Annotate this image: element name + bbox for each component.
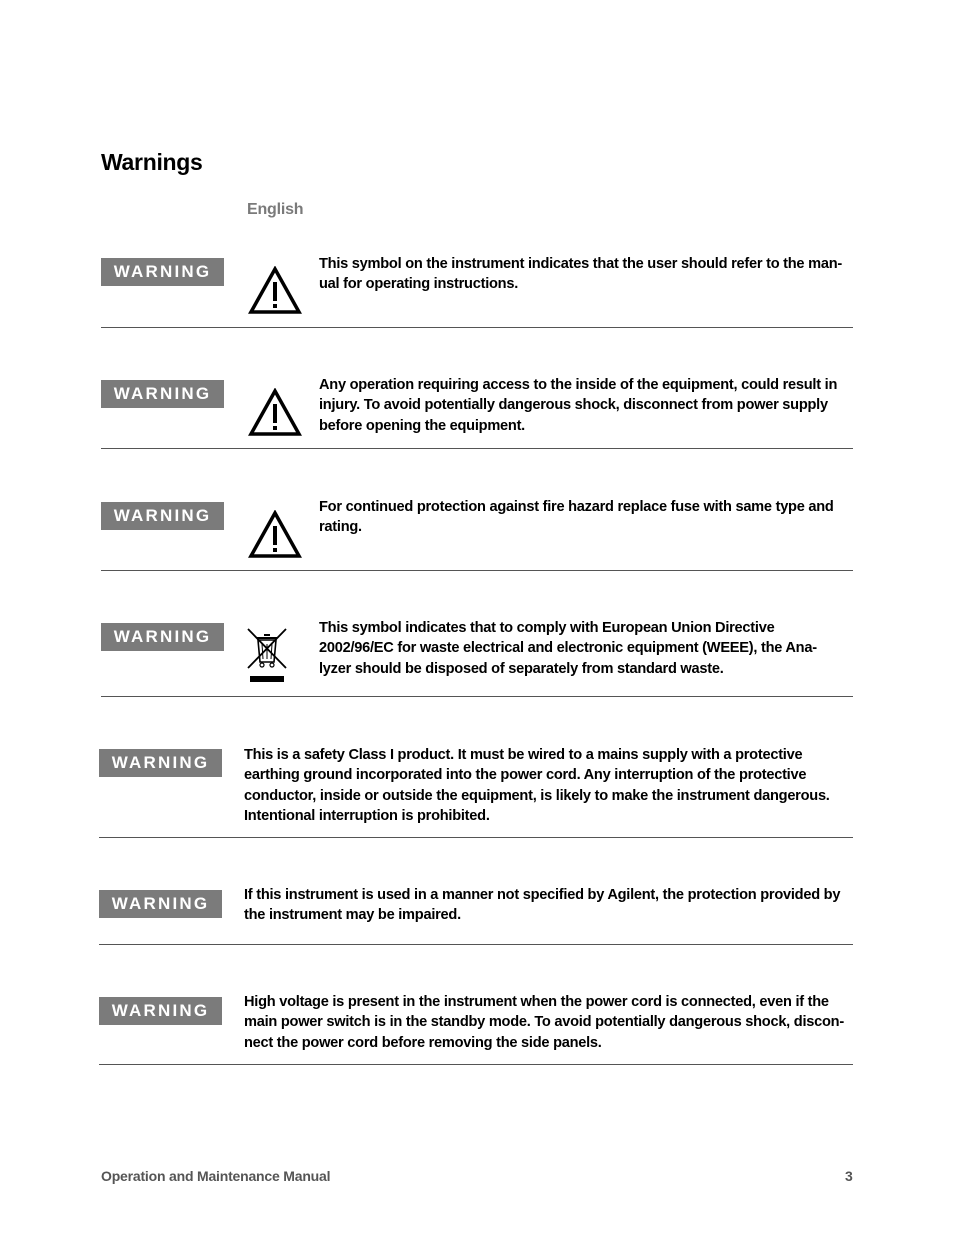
divider (101, 327, 853, 328)
text-line: rating. (319, 519, 362, 536)
warning-text (319, 618, 817, 679)
text-line: This is a safety Class I product. It must be wired to a mains supply with a protective (244, 747, 803, 763)
warning-text (244, 745, 830, 826)
text-line: High voltage is present in the instrument when the power cord is connected, even if the (244, 994, 829, 1010)
text-line: conductor, inside or outside the equipment, is likely to make the instrument dangerous. (244, 787, 830, 804)
warning-badge: WARNING (99, 997, 222, 1025)
warning-badge: WARNING (101, 258, 224, 286)
divider (101, 570, 853, 571)
divider (101, 448, 853, 449)
caution-triangle-icon (248, 266, 302, 315)
warning-text (319, 254, 842, 295)
language-label: English (247, 201, 304, 218)
warning-text (244, 992, 844, 1053)
warning-badge: WARNING (101, 623, 224, 651)
caution-triangle-icon (248, 388, 302, 437)
text-line: For continued protection against fire hazard replace fuse with same type and (319, 499, 834, 515)
text-line: earthing ground incorporated into the power cord. Any interruption of the protective (244, 767, 807, 784)
warning-badge: WARNING (99, 749, 222, 777)
caution-triangle-icon (248, 510, 302, 559)
weee-crossed-bin-icon (245, 626, 291, 684)
text-line: This symbol indicates that to comply with European Union Directive (319, 620, 775, 636)
text-line: If this instrument is used in a manner not specified by Agilent, the protection provided by (244, 887, 841, 903)
footer-manual-title: Operation and Maintenance Manual (101, 1168, 331, 1184)
warning-text (244, 885, 840, 926)
warning-text (319, 497, 834, 538)
text-line: nect the power cord before removing the side panels. (244, 1034, 602, 1051)
footer-page-number: 3 (845, 1168, 853, 1184)
warning-text (319, 375, 837, 436)
text-line: before opening the equipment. (319, 417, 525, 434)
divider (101, 696, 853, 697)
text-line: lyzer should be disposed of separately from standard waste. (319, 660, 724, 677)
text-line: the instrument may be impaired. (244, 907, 461, 924)
text-line: 2002/96/EC for waste electrical and electronic equipment (WEEE), the Ana- (319, 640, 817, 657)
text-line: Intentional interruption is prohibited. (244, 807, 490, 824)
warning-badge: WARNING (101, 502, 224, 530)
warning-badge: WARNING (101, 380, 224, 408)
text-line: This symbol on the instrument indicates that the user should refer to the man- (319, 256, 842, 272)
divider (99, 944, 853, 945)
text-line: main power switch is in the standby mode. To avoid potentially dangerous shock, discon- (244, 1014, 844, 1031)
warning-badge: WARNING (99, 890, 222, 918)
page-title: Warnings (101, 149, 203, 175)
divider (99, 837, 853, 838)
text-line: Any operation requiring access to the inside of the equipment, could result in (319, 377, 838, 393)
divider (99, 1064, 853, 1065)
text-line: injury. To avoid potentially dangerous shock, disconnect from power supply (319, 397, 828, 414)
text-line: ual for operating instructions. (319, 276, 519, 293)
